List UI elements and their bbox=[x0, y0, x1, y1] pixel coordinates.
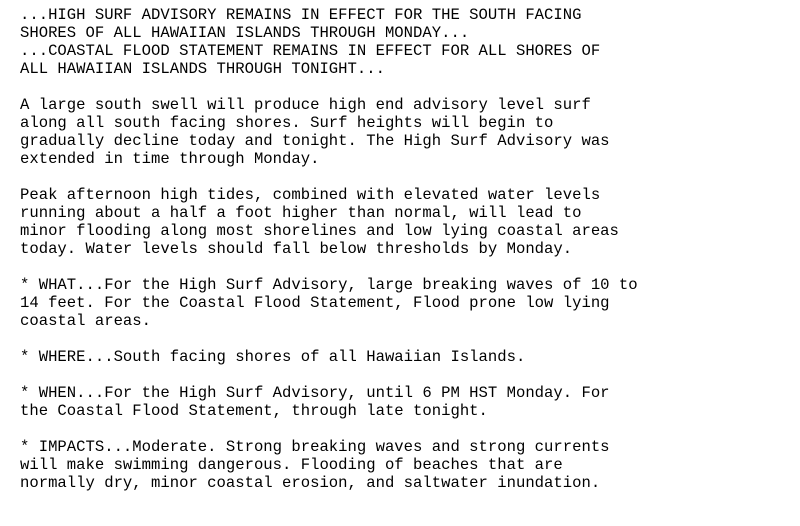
impacts-item-line: * IMPACTS...Moderate. Strong breaking waves and strong currents bbox=[20, 438, 610, 456]
advisory-bulletin bbox=[20, 6, 790, 492]
impacts-item-line: normally dry, minor coastal erosion, and saltwater inundation. bbox=[20, 474, 601, 492]
what-item-line: * WHAT...For the High Surf Advisory, large breaking waves of 10 to bbox=[20, 276, 638, 294]
where-item-line: * WHERE...South facing shores of all Hawaiian Islands. bbox=[20, 348, 526, 366]
when-item-line: the Coastal Flood Statement, through late tonight. bbox=[20, 402, 488, 420]
tides-paragraph-line: minor flooding along most shorelines and low lying coastal areas bbox=[20, 222, 619, 240]
blank-line bbox=[20, 420, 790, 438]
blank-line bbox=[20, 78, 790, 96]
blank-line bbox=[20, 168, 790, 186]
headline-line: ALL HAWAIIAN ISLANDS THROUGH TONIGHT... bbox=[20, 60, 385, 78]
headline-line: ...COASTAL FLOOD STATEMENT REMAINS IN EFFECT FOR ALL SHORES OF bbox=[20, 42, 601, 60]
headline-line: ...HIGH SURF ADVISORY REMAINS IN EFFECT FOR THE SOUTH FACING bbox=[20, 6, 582, 24]
what-item-line: 14 feet. For the Coastal Flood Statement, Flood prone low lying bbox=[20, 294, 610, 312]
swell-paragraph-line: gradually decline today and tonight. The High Surf Advisory was bbox=[20, 132, 610, 150]
what-item-line: coastal areas. bbox=[20, 312, 152, 330]
tides-paragraph-line: running about a half a foot higher than normal, will lead to bbox=[20, 204, 582, 222]
impacts-item-line: will make swimming dangerous. Flooding of beaches that are bbox=[20, 456, 563, 474]
blank-line bbox=[20, 366, 790, 384]
when-item-line: * WHEN...For the High Surf Advisory, until 6 PM HST Monday. For bbox=[20, 384, 610, 402]
tides-paragraph-line: Peak afternoon high tides, combined with elevated water levels bbox=[20, 186, 601, 204]
swell-paragraph-line: extended in time through Monday. bbox=[20, 150, 320, 168]
headline-line: SHORES OF ALL HAWAIIAN ISLANDS THROUGH MONDAY... bbox=[20, 24, 470, 42]
swell-paragraph-line: A large south swell will produce high end advisory level surf bbox=[20, 96, 591, 114]
swell-paragraph-line: along all south facing shores. Surf heights will begin to bbox=[20, 114, 554, 132]
blank-line bbox=[20, 330, 790, 348]
blank-line bbox=[20, 258, 790, 276]
tides-paragraph-line: today. Water levels should fall below thresholds by Monday. bbox=[20, 240, 573, 258]
